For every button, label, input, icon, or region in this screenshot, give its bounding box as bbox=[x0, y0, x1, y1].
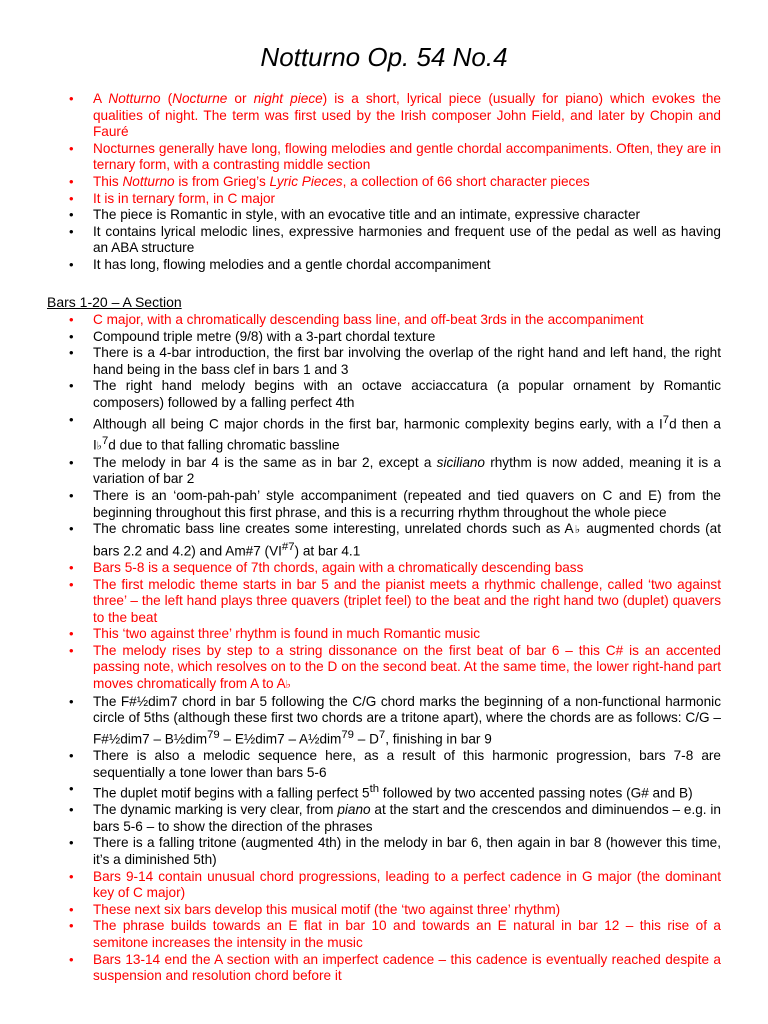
list-item: • The melody in bar 4 is the same as in bar 2, except a siciliano rhythm is now added, meaning it is a variation of bar 2 bbox=[93, 455, 721, 488]
list-item: • The melody rises by step to a string dissonance on the first beat of bar 6 – this C# is an accented passing note, which resolves on to the D on the second beat. At the same time, the lower right-hand part moves chromatically from A to A♭ bbox=[93, 643, 721, 694]
list-item: • These next six bars develop this musical motif (the ‘two against three’ rhythm) bbox=[93, 902, 721, 919]
list-item: • Compound triple metre (9/8) with a 3-part chordal texture bbox=[93, 329, 721, 346]
list-item: • The right hand melody begins with an octave acciaccatura (a popular ornament by Romantic composers) followed by a falling perfect 4th bbox=[93, 378, 721, 411]
list-item: • Bars 9-14 contain unusual chord progressions, leading to a perfect cadence in G major (the dominant key of C major) bbox=[93, 869, 721, 902]
list-item: • The piece is Romantic in style, with an evocative title and an intimate, expressive character bbox=[93, 207, 721, 224]
list-item: • Although all being C major chords in the first bar, harmonic complexity begins early, with a $I^7d$ then a I♭$^7$d due to that falling chromatic bassline bbox=[93, 412, 721, 455]
list-item: • There is a falling tritone (augmented 4th) in the melody in bar 6, then again in bar 8 (however this time, it’s a diminished 5th) bbox=[93, 835, 721, 868]
list-item: • The duplet motif begins with a falling perfect 5th followed by two accented passing notes (G# and B) bbox=[93, 781, 721, 802]
list-item: • The F#½dim7 chord in bar 5 following the C/G chord marks the beginning of a non-functional harmonic circle of 5ths (although these first two chords are a tritone apart), where the chords are as follows: C/G – F#½dim7 – B½dim$^{79}$ – E½dim7 – A½dim$^{79}$ – $D^7$, finishing in bar 9 bbox=[93, 694, 721, 748]
list-item: • Nocturnes generally have long, flowing melodies and gentle chordal accompaniments. Often, they are in ternary form, with a contrasting middle section bbox=[93, 141, 721, 174]
list-item: • The first melodic theme starts in bar 5 and the pianist meets a rhythmic challenge, called ‘two against three’ – the left hand plays three quavers (triplet feel) to the beat and the right hand two (duplet) quavers to the beat bbox=[93, 577, 721, 627]
list-item: • C major, with a chromatically descending bass line, and off-beat 3rds in the accompaniment bbox=[93, 312, 721, 329]
list-item: • Bars 5-8 is a sequence of 7th chords, again with a chromatically descending bass bbox=[93, 560, 721, 577]
section-bullet-list bbox=[0, 312, 768, 985]
list-item: • There is a 4-bar introduction, the first bar involving the overlap of the right hand and left hand, the right hand being in the bass clef in bars 1 and 3 bbox=[93, 345, 721, 378]
list-item: • This ‘two against three’ rhythm is found in much Romantic music bbox=[93, 626, 721, 643]
list-item: • It contains lyrical melodic lines, expressive harmonies and frequent use of the pedal as well as having an ABA structure bbox=[93, 224, 721, 257]
page-title: Notturno Op. 54 No.4 bbox=[260, 42, 508, 72]
list-item: • There is also a melodic sequence here, as a result of this harmonic progression, bars 7-8 are sequentially a tone lower than bars 5-6 bbox=[93, 748, 721, 781]
list-item: • A Notturno (Nocturne or night piece) is a short, lyrical piece (usually for piano) which evokes the qualities of night. The term was first used by the Irish composer John Field, and later by Chopin and Fauré bbox=[93, 91, 721, 141]
section-heading: Bars 1-20 – A Section bbox=[47, 294, 182, 310]
list-item: • The chromatic bass line creates some interesting, unrelated chords such as A♭ augmented chords (at bars 2.2 and 4.2) and Am#7 (VI$^{\#7}$) at bar 4.1 bbox=[93, 521, 721, 560]
list-item: • It has long, flowing melodies and a gentle chordal accompaniment bbox=[93, 257, 721, 274]
intro-bullet-list bbox=[0, 91, 768, 274]
list-item: • The phrase builds towards an E flat in bar 10 and towards an E natural in bar 12 – this rise of a semitone increases the intensity in the music bbox=[93, 918, 721, 951]
list-item: • There is an ‘oom-pah-pah’ style accompaniment (repeated and tied quavers on C and E) from the beginning throughout this first phrase, and this is a recurring rhythm throughout the whole piece bbox=[93, 488, 721, 521]
list-item: • The dynamic marking is very clear, from piano at the start and the crescendos and diminuendos – e.g. in bars 5-6 – to show the direction of the phrases bbox=[93, 802, 721, 835]
list-item: • This Notturno is from Grieg’s Lyric Pieces, a collection of 66 short character pieces bbox=[93, 174, 721, 191]
list-item: • It is in ternary form, in C major bbox=[93, 191, 721, 208]
list-item: • Bars 13-14 end the A section with an imperfect cadence – this cadence is eventually reached despite a suspension and resolution chord before it bbox=[93, 952, 721, 985]
